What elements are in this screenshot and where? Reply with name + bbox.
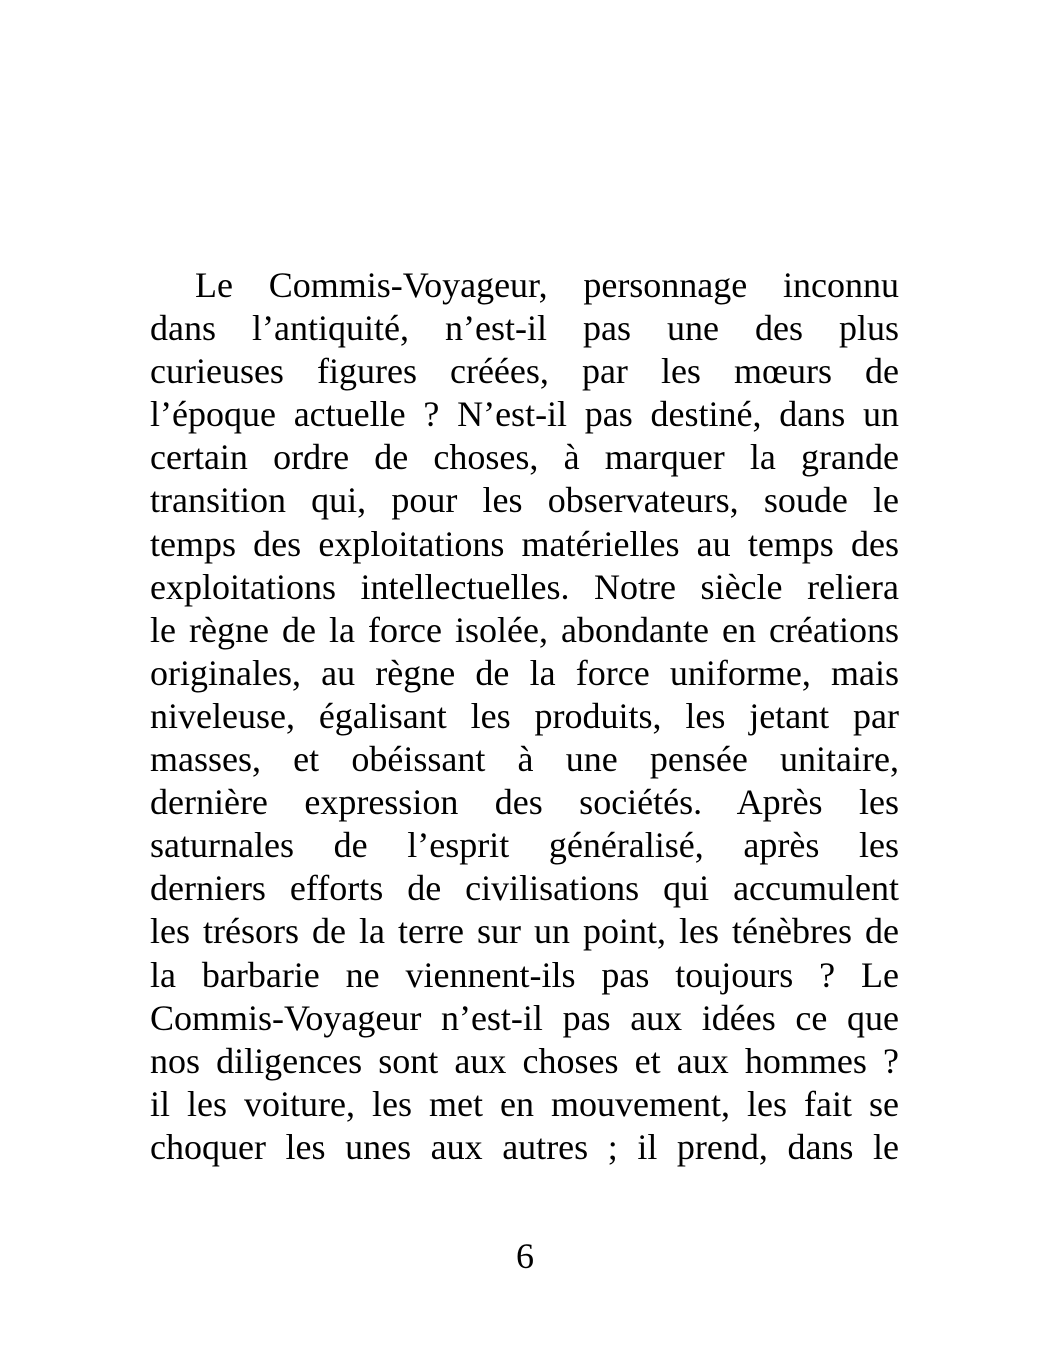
text-line: transition qui, pour les observateurs, soude le xyxy=(150,480,899,521)
text-line: certain ordre de choses, à marquer la grande xyxy=(150,437,899,478)
text-line: choquer les unes aux autres ; il prend, dans le xyxy=(150,1126,899,1167)
text-line: dernière expression des sociétés. Après les xyxy=(150,782,899,823)
text-line: nos diligences sont aux choses et aux hommes ? xyxy=(150,1040,899,1081)
text-line: curieuses figures créées, par les mœurs de xyxy=(150,351,899,392)
text-line: dans l’antiquité, n’est-il pas une des plus xyxy=(150,308,899,349)
text-line: niveleuse, égalisant les produits, les jetant par xyxy=(150,695,899,736)
text-line: les trésors de la terre sur un point, les ténèbres de xyxy=(150,911,899,952)
page-number: 6 xyxy=(516,1236,534,1276)
text-line: Commis-Voyageur n’est-il pas aux idées ce que xyxy=(150,997,899,1038)
text-line: saturnales de l’esprit généralisé, après les xyxy=(150,825,899,866)
text-line: derniers efforts de civilisations qui accumulent xyxy=(150,868,899,909)
body-paragraph xyxy=(150,264,899,1169)
text-line: il les voiture, les met en mouvement, les fait se xyxy=(150,1083,899,1124)
text-line: masses, et obéissant à une pensée unitaire, xyxy=(150,739,899,780)
text-line: l’époque actuelle ? N’est-il pas destiné, dans un xyxy=(150,394,899,435)
text-line: exploitations intellectuelles. Notre siècle reliera xyxy=(150,566,899,607)
text-line: le règne de la force isolée, abondante en créations xyxy=(150,609,899,650)
text-line: Le Commis-Voyageur, personnage inconnu xyxy=(195,265,899,305)
text-line: originales, au règne de la force uniforme, mais xyxy=(150,652,899,693)
text-line: la barbarie ne viennent-ils pas toujours ? Le xyxy=(150,954,899,995)
text-line: temps des exploitations matérielles au temps des xyxy=(150,523,899,564)
